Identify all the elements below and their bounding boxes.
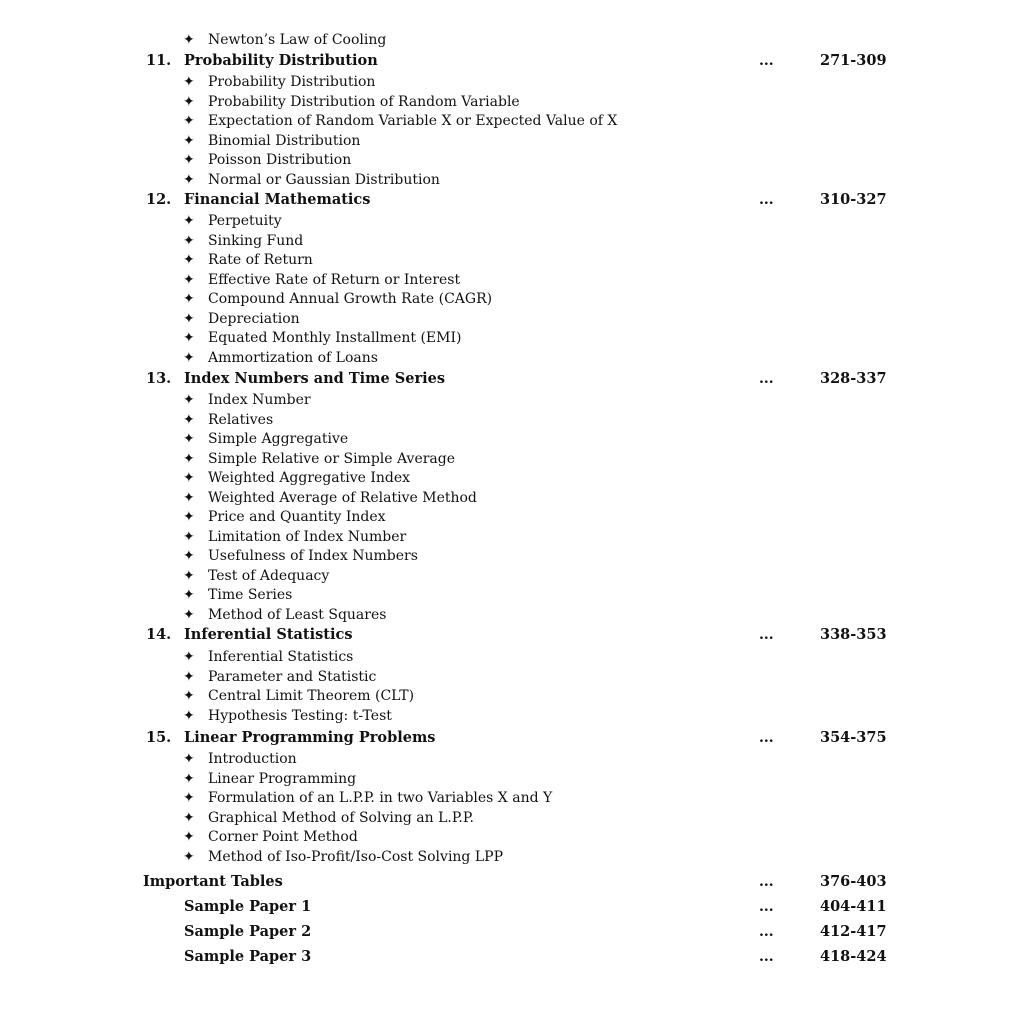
leader-dots: ...	[759, 874, 774, 890]
chapter-number: 14.	[146, 626, 172, 643]
star-bullet-icon: ✦	[183, 790, 195, 806]
page-range: 338-353	[820, 626, 887, 643]
star-bullet-icon: ✦	[183, 829, 195, 845]
star-bullet-icon: ✦	[183, 770, 195, 787]
list-item-label: Inferential Statistics	[208, 649, 354, 665]
list-item-label: Time Series	[208, 587, 293, 603]
list-item-label: Simple Aggregative	[208, 431, 349, 447]
star-bullet-icon: ✦	[183, 411, 195, 428]
star-bullet-icon: ✦	[183, 809, 195, 826]
star-bullet-icon: ✦	[183, 751, 195, 767]
list-item	[0, 527, 1024, 547]
list-item	[0, 566, 1024, 586]
list-item-label: Rate of Return	[208, 252, 313, 268]
list-item-label: Ammortization of Loans	[208, 349, 378, 366]
leader-dots: ...	[759, 924, 774, 940]
chapter-number: 11.	[146, 52, 172, 69]
star-bullet-icon: ✦	[183, 213, 195, 229]
star-bullet-icon: ✦	[183, 310, 195, 327]
list-item	[0, 449, 1024, 469]
leader-dots: ...	[759, 730, 774, 746]
page-range: 354-375	[820, 729, 887, 746]
leader-dots: ...	[759, 192, 774, 208]
star-bullet-icon: ✦	[183, 152, 195, 168]
list-item	[0, 390, 1024, 410]
leader-dots: ...	[759, 627, 774, 643]
list-item	[0, 468, 1024, 488]
list-item	[0, 769, 1024, 789]
star-bullet-icon: ✦	[183, 392, 195, 408]
list-item	[0, 847, 1024, 867]
list-item-label: Probability Distribution	[208, 74, 376, 90]
star-bullet-icon: ✦	[183, 271, 195, 288]
appendix-entry	[0, 872, 1024, 892]
list-item	[0, 92, 1024, 112]
appendix-entry	[0, 947, 1024, 967]
list-item	[0, 507, 1024, 527]
page-range: 412-417	[820, 923, 887, 940]
list-item	[0, 488, 1024, 508]
list-item	[0, 309, 1024, 329]
list-item	[0, 72, 1024, 92]
star-bullet-icon: ✦	[183, 291, 195, 307]
list-item-label: Equated Monthly Installment (EMI)	[208, 330, 462, 346]
list-item	[0, 827, 1024, 847]
chapter-heading	[0, 190, 1024, 210]
star-bullet-icon: ✦	[183, 587, 195, 603]
star-bullet-icon: ✦	[183, 489, 195, 506]
list-item-label: Corner Point Method	[208, 829, 358, 845]
list-item-label: Weighted Aggregative Index	[208, 470, 411, 486]
appendix-title: Important Tables	[143, 873, 283, 890]
list-item	[0, 647, 1024, 667]
list-item-label: Depreciation	[208, 310, 300, 327]
list-item	[0, 348, 1024, 368]
page-range: 310-327	[820, 191, 887, 208]
star-bullet-icon: ✦	[183, 668, 195, 685]
star-bullet-icon: ✦	[183, 132, 195, 149]
leader-dots: ...	[759, 53, 774, 69]
list-item	[0, 546, 1024, 566]
list-item	[0, 250, 1024, 270]
star-bullet-icon: ✦	[183, 548, 195, 564]
list-item	[0, 585, 1024, 605]
chapter-number: 13.	[146, 370, 172, 387]
list-item-label: Method of Least Squares	[208, 606, 387, 623]
list-item	[0, 808, 1024, 828]
list-item	[0, 30, 1024, 50]
page-range: 404-411	[820, 898, 887, 915]
star-bullet-icon: ✦	[183, 113, 195, 129]
star-bullet-icon: ✦	[183, 252, 195, 268]
page-range: 376-403	[820, 873, 887, 890]
chapter-heading	[0, 728, 1024, 748]
star-bullet-icon: ✦	[183, 688, 195, 704]
leader-dots: ...	[759, 949, 774, 965]
list-item	[0, 170, 1024, 190]
list-item-label: Formulation of an L.P.P. in two Variables X and Y	[208, 790, 553, 806]
chapter-heading	[0, 625, 1024, 645]
list-item	[0, 788, 1024, 808]
page-range: 418-424	[820, 948, 887, 965]
list-item-label: Index Number	[208, 392, 311, 408]
list-item-label: Test of Adequacy	[208, 567, 330, 584]
page-range: 271-309	[820, 52, 887, 69]
leader-dots: ...	[759, 371, 774, 387]
chapter-number: 15.	[146, 729, 172, 746]
star-bullet-icon: ✦	[183, 848, 195, 865]
list-item-label: Effective Rate of Return or Interest	[208, 271, 461, 288]
star-bullet-icon: ✦	[183, 606, 195, 623]
list-item	[0, 686, 1024, 706]
list-item-label: Newton’s Law of Cooling	[208, 32, 387, 48]
list-item	[0, 706, 1024, 726]
appendix-entry	[0, 922, 1024, 942]
list-item-label: Weighted Average of Relative Method	[208, 489, 477, 506]
chapter-title: Index Numbers and Time Series	[184, 370, 446, 387]
star-bullet-icon: ✦	[183, 707, 195, 724]
page-range: 328-337	[820, 370, 887, 387]
appendix-title: Sample Paper 3	[184, 948, 312, 965]
star-bullet-icon: ✦	[183, 528, 195, 545]
list-item-label: Perpetuity	[208, 213, 282, 229]
list-item-label: Linear Programming	[208, 770, 357, 787]
list-item	[0, 429, 1024, 449]
star-bullet-icon: ✦	[183, 232, 195, 249]
list-item	[0, 605, 1024, 625]
star-bullet-icon: ✦	[183, 567, 195, 584]
chapter-title: Probability Distribution	[184, 52, 378, 69]
leader-dots: ...	[759, 899, 774, 915]
star-bullet-icon: ✦	[183, 330, 195, 346]
list-item-label: Sinking Fund	[208, 232, 304, 249]
list-item-label: Introduction	[208, 751, 297, 767]
list-item	[0, 211, 1024, 231]
list-item	[0, 667, 1024, 687]
chapter-heading	[0, 51, 1024, 71]
list-item	[0, 150, 1024, 170]
list-item-label: Central Limit Theorem (CLT)	[208, 688, 415, 704]
appendix-title: Sample Paper 1	[184, 898, 312, 915]
list-item-label: Expectation of Random Variable X or Expected Value of X	[208, 113, 618, 129]
list-item-label: Price and Quantity Index	[208, 509, 386, 525]
star-bullet-icon: ✦	[183, 649, 195, 665]
list-item	[0, 410, 1024, 430]
list-item-label: Hypothesis Testing: t-Test	[208, 707, 392, 724]
star-bullet-icon: ✦	[183, 470, 195, 486]
star-bullet-icon: ✦	[183, 93, 195, 110]
list-item-label: Method of Iso-Profit/Iso-Cost Solving LPP	[208, 848, 503, 865]
star-bullet-icon: ✦	[183, 74, 195, 90]
list-item-label: Compound Annual Growth Rate (CAGR)	[208, 291, 493, 307]
chapter-number: 12.	[146, 191, 172, 208]
list-item-label: Normal or Gaussian Distribution	[208, 171, 440, 188]
list-item-label: Binomial Distribution	[208, 132, 361, 149]
star-bullet-icon: ✦	[183, 171, 195, 188]
chapter-title: Financial Mathematics	[184, 191, 371, 208]
chapter-title: Inferential Statistics	[184, 626, 353, 643]
list-item-label: Parameter and Statistic	[208, 668, 377, 685]
star-bullet-icon: ✦	[183, 509, 195, 525]
list-item	[0, 111, 1024, 131]
list-item-label: Simple Relative or Simple Average	[208, 450, 456, 467]
appendix-entry	[0, 897, 1024, 917]
list-item	[0, 131, 1024, 151]
list-item	[0, 231, 1024, 251]
star-bullet-icon: ✦	[183, 32, 195, 48]
list-item-label: Limitation of Index Number	[208, 528, 407, 545]
appendix-title: Sample Paper 2	[184, 923, 312, 940]
list-item-label: Relatives	[208, 411, 274, 428]
star-bullet-icon: ✦	[183, 450, 195, 467]
chapter-title: Linear Programming Problems	[184, 729, 436, 746]
list-item-label: Poisson Distribution	[208, 152, 352, 168]
list-item	[0, 270, 1024, 290]
list-item-label: Graphical Method of Solving an L.P.P.	[208, 809, 474, 826]
chapter-heading	[0, 369, 1024, 389]
list-item	[0, 749, 1024, 769]
list-item	[0, 289, 1024, 309]
list-item-label: Usefulness of Index Numbers	[208, 548, 418, 564]
list-item-label: Probability Distribution of Random Variable	[208, 93, 520, 110]
list-item	[0, 328, 1024, 348]
star-bullet-icon: ✦	[183, 349, 195, 366]
star-bullet-icon: ✦	[183, 431, 195, 447]
